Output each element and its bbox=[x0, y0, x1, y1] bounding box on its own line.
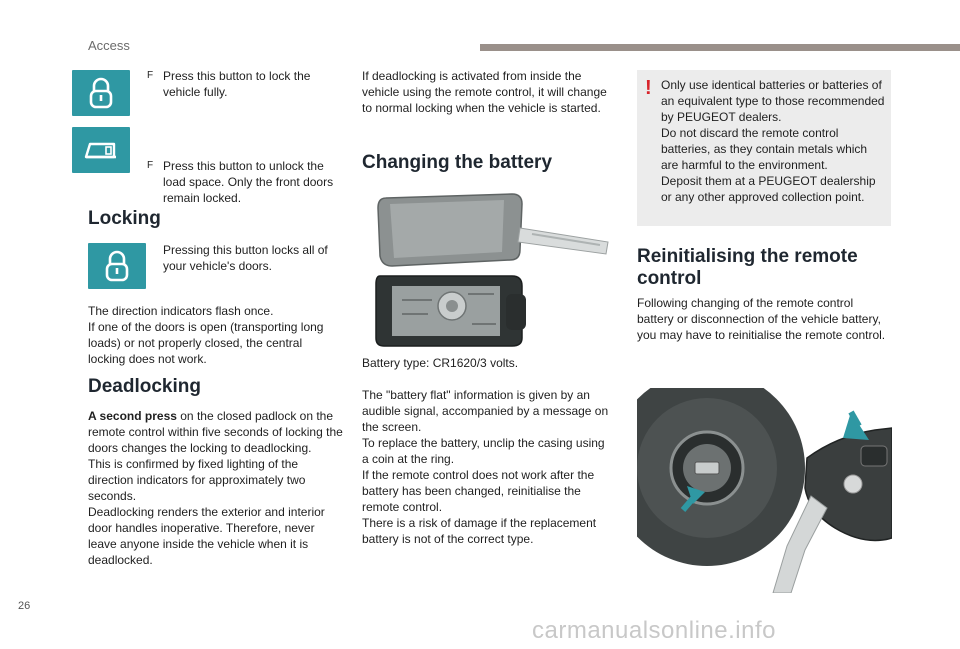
battery-p3: If the remote control does not work after the battery has been changed, reinitialise the remote control. bbox=[362, 468, 595, 514]
locking-heading: Locking bbox=[88, 208, 161, 229]
warning-p1: Only use identical batteries or batteries of an equivalent type to those recommended by PEUGEOT dealers. bbox=[661, 78, 885, 124]
lock-button-icon bbox=[88, 243, 146, 289]
page-number: 26 bbox=[18, 600, 31, 612]
battery-p2: To replace the battery, unclip the casing using a coin at the ring. bbox=[362, 436, 605, 466]
deadlocking-bold: A second press bbox=[88, 409, 177, 423]
battery-paragraph bbox=[362, 387, 612, 547]
warning-p2: Do not discard the remote control batteries, as they contain metals which are harmful to the environment. bbox=[661, 126, 868, 172]
locking-text: Pressing this button locks all of your vehicle's doors. bbox=[163, 243, 328, 273]
reinit-heading-line1: Reinitialising the remote bbox=[637, 246, 858, 267]
section-title: Access bbox=[88, 38, 130, 53]
warning-icon: ! bbox=[645, 77, 652, 99]
ignition-remote-illustration bbox=[637, 388, 892, 593]
battery-p1: The "battery flat" information is given by an audible signal, accompanied by a message on the screen. bbox=[362, 388, 609, 434]
deadlocking-p2: This is confirmed by fixed lighting of the direction indicators for approximately two seconds. bbox=[88, 457, 306, 503]
warning-text bbox=[661, 77, 887, 205]
deadlocking-paragraph bbox=[88, 408, 344, 568]
watermark: carmanualsonline.info bbox=[532, 617, 776, 644]
lock-button-icon bbox=[72, 70, 130, 116]
locking-p1: The direction indicators flash once. bbox=[88, 304, 274, 318]
header-bar bbox=[480, 44, 960, 51]
remote-battery-illustration bbox=[372, 190, 612, 350]
locking-p2: If one of the doors is open (transporting long loads) or not properly closed, the central locking does not work. bbox=[88, 320, 324, 366]
locking-paragraph bbox=[88, 303, 340, 367]
reinit-heading bbox=[637, 246, 858, 290]
deadlocking-inside-note: If deadlocking is activated from inside the vehicle using the remote control, it will change to normal locking when the vehicle is started. bbox=[362, 69, 607, 115]
deadlocking-p3: Deadlocking renders the exterior and interior door handles inoperative. Therefore, never leave anyone inside the vehicle when it is deadlocked. bbox=[88, 505, 325, 567]
bullet-marker: F bbox=[147, 160, 154, 171]
deadlocking-heading: Deadlocking bbox=[88, 376, 201, 397]
lock-full-instruction bbox=[147, 68, 343, 100]
deadlocking-p1-rest: on the closed padlock on the remote control within five seconds of locking the doors changes the locking to deadlocking. bbox=[88, 409, 343, 455]
battery-p4: There is a risk of damage if the replacement battery is not of the correct type. bbox=[362, 516, 597, 546]
reinit-heading-line2: control bbox=[637, 268, 702, 289]
unlock-load-instruction bbox=[147, 158, 343, 206]
reinit-text: Following changing of the remote control battery or disconnection of the vehicle battery, you may have to reinitialise the remote control. bbox=[637, 296, 886, 342]
van-button-icon bbox=[72, 127, 130, 173]
battery-type: Battery type: CR1620/3 volts. bbox=[362, 356, 519, 370]
warning-p3: Deposit them at a PEUGEOT dealership or any other approved collection point. bbox=[661, 174, 876, 204]
deadlocking-p1 bbox=[88, 408, 344, 456]
unlock-load-text: Press this button to unlock the load space. Only the front doors remain locked. bbox=[163, 159, 334, 205]
bullet-marker: F bbox=[147, 70, 154, 81]
battery-heading: Changing the battery bbox=[362, 152, 553, 173]
lock-full-text: Press this button to lock the vehicle fully. bbox=[163, 69, 311, 99]
